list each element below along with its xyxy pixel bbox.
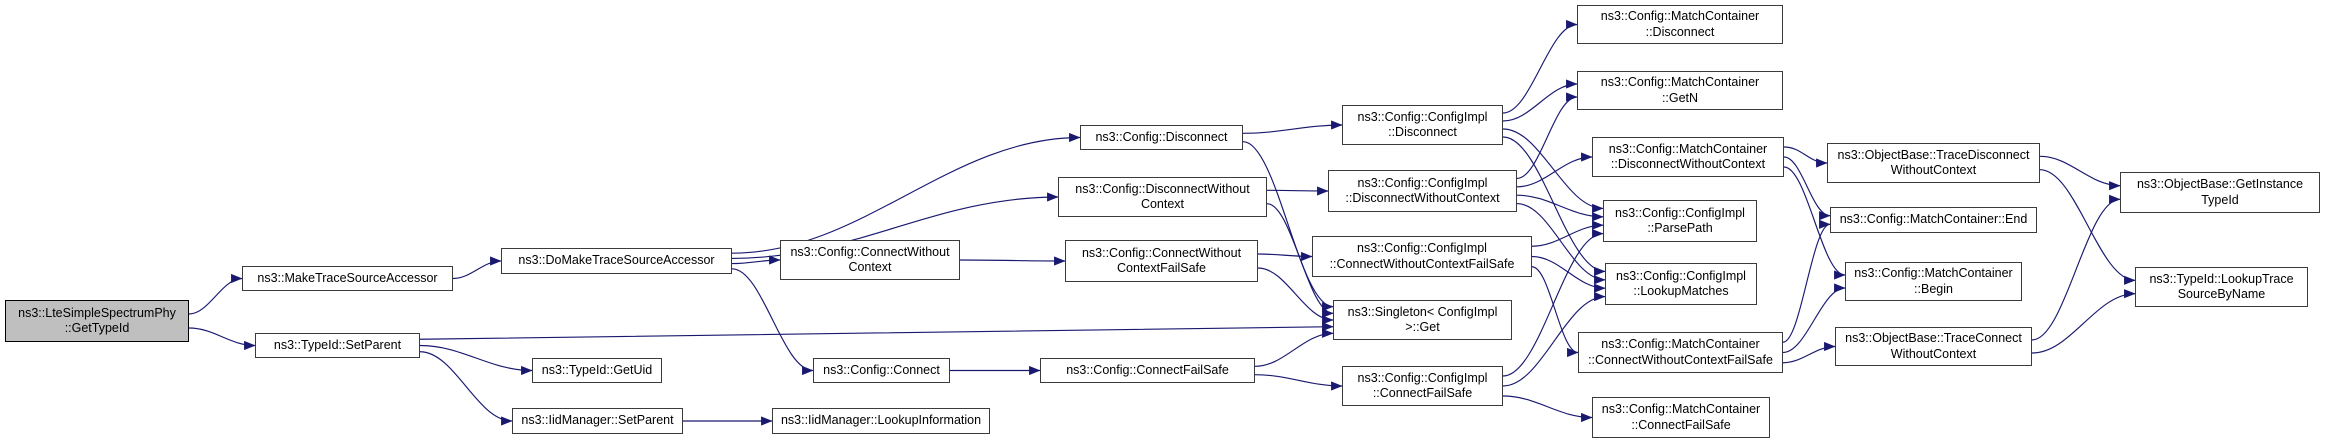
- edge-config-impl-connect-without-context-fail-safe--config-impl-parse-path: [1532, 225, 1603, 246]
- edge-object-base-trace-connect-without-context--object-base-get-instance-type-id: [2032, 199, 2120, 340]
- graph-node-label: ns3::Config::Disconnect: [1095, 129, 1228, 144]
- edge-config-connect-fail-safe--singleton-config-impl-get: [1255, 333, 1333, 366]
- graph-node-label: ::ConnectWithoutContextFailSafe: [1329, 256, 1515, 271]
- graph-node-label: ns3::Config::ConnectWithout: [1081, 245, 1242, 260]
- graph-node-label: ns3::TypeId::LookupTrace: [2149, 271, 2294, 286]
- graph-node-label: ::ConnectFailSafe: [1372, 386, 1473, 400]
- graph-node-label: ::Disconnect: [1645, 24, 1715, 39]
- graph-node-label: ns3::Config::ConfigImpl: [1615, 205, 1745, 220]
- edge-config-impl-connect-fail-safe--match-container-connect-fail-safe: [1503, 396, 1592, 418]
- graph-node-label: SourceByName: [2177, 287, 2266, 301]
- graph-node-config-connect-fail-safe[interactable]: [1040, 358, 1255, 383]
- edge-object-base-trace-connect-without-context--type-id-lookup-trace-source-by-name: [2032, 294, 2135, 353]
- graph-node-label: ns3::Config::MatchContainer::End: [1839, 212, 2028, 227]
- edge-do-make-trace-source-accessor--config-connect-without-context: [732, 260, 780, 264]
- graph-node-label: ns3::Config::MatchContainer: [1854, 266, 2013, 280]
- graph-node-iid-manager-set-parent[interactable]: [512, 408, 683, 434]
- graph-node-label: ns3::Singleton< ConfigImpl: [1347, 304, 1498, 319]
- graph-node-label: ::ParsePath: [1647, 221, 1713, 235]
- graph-node-label: ns3::DoMakeTraceSourceAccessor: [518, 253, 715, 268]
- graph-node-label: ContextFailSafe: [1117, 261, 1206, 275]
- graph-node-label: TypeId: [2201, 192, 2239, 207]
- graph-node-label: ns3::TypeId::SetParent: [273, 337, 402, 352]
- edge-config-disconnect-without-context--config-impl-disconnect-without-context: [1267, 190, 1328, 191]
- graph-node-label: ns3::Config::Connect: [823, 362, 940, 377]
- graph-node-label: ns3::TypeId::GetUid: [541, 362, 653, 377]
- edge-match-container-connect-without-context-fail-safe--object-base-trace-connect-without-context: [1783, 347, 1835, 363]
- graph-node-label: ns3::Config::DisconnectWithout: [1075, 181, 1250, 196]
- graph-node-label: ::Disconnect: [1388, 125, 1457, 139]
- graph-node-label: ns3::Config::ConfigImpl: [1357, 370, 1488, 385]
- graph-node-type-id-get-uid[interactable]: [532, 358, 662, 383]
- graph-node-config-impl-disconnect[interactable]: [1342, 105, 1503, 145]
- graph-node-label: ns3::MakeTraceSourceAccessor: [257, 270, 438, 285]
- graph-node-type-id-lookup-trace-source-by-name[interactable]: [2135, 267, 2308, 307]
- graph-node-match-container-disconnect-without-context[interactable]: [1592, 137, 1784, 177]
- graph-node-label: ns3::Config::MatchContainer: [1601, 337, 1760, 351]
- graph-node-label: ns3::Config::ConfigImpl: [1357, 241, 1487, 255]
- graph-node-config-impl-connect-without-context-fail-safe[interactable]: [1312, 236, 1532, 277]
- edge-type-id-set-parent--singleton-config-impl-get: [420, 327, 1333, 340]
- graph-node-label: ns3::ObjectBase::GetInstance: [2136, 177, 2304, 191]
- edge-match-container-disconnect-without-context--match-container-end: [1784, 157, 1830, 216]
- graph-node-label: ns3::Config::MatchContainer: [1608, 141, 1768, 156]
- graph-node-config-impl-parse-path[interactable]: [1603, 200, 1757, 242]
- edge-config-impl-disconnect--match-container-disconnect: [1503, 25, 1577, 114]
- edge-do-make-trace-source-accessor--config-connect: [732, 269, 813, 371]
- graph-node-label: >::Get: [1405, 320, 1440, 334]
- edge-config-impl-connect-without-context-fail-safe--config-impl-lookup-matches: [1532, 257, 1605, 289]
- graph-node-match-container-connect-fail-safe[interactable]: [1592, 397, 1770, 438]
- graph-node-label: ns3::Config::MatchContainer: [1601, 402, 1761, 416]
- graph-node-label: ns3::ObjectBase::TraceConnect: [1845, 331, 2022, 345]
- edge-lte-simple-spectrum-phy-get-type-id--type-id-set-parent: [189, 328, 255, 346]
- graph-node-label: ::ConnectFailSafe: [1631, 417, 1731, 432]
- graph-node-label: Context: [1140, 197, 1185, 211]
- edge-config-impl-disconnect-without-context--match-container-get-n: [1517, 97, 1577, 178]
- edge-type-id-set-parent--type-id-get-uid: [420, 346, 532, 371]
- graph-node-config-impl-lookup-matches[interactable]: [1605, 263, 1757, 305]
- graph-node-match-container-connect-without-context-fail-safe[interactable]: [1578, 332, 1783, 373]
- graph-node-config-connect[interactable]: [813, 358, 950, 383]
- edge-match-container-connect-without-context-fail-safe--match-container-end: [1783, 224, 1830, 342]
- graph-node-object-base-get-instance-type-id[interactable]: [2120, 172, 2320, 213]
- graph-node-make-trace-source-accessor[interactable]: [242, 266, 453, 291]
- graph-node-match-container-get-n[interactable]: [1577, 71, 1783, 110]
- graph-node-label: ns3::IidManager::SetParent: [521, 413, 674, 428]
- graph-node-config-impl-disconnect-without-context[interactable]: [1328, 170, 1517, 212]
- graph-node-config-connect-without-context[interactable]: [780, 240, 960, 280]
- graph-node-label: ::Begin: [1914, 281, 1953, 296]
- graph-node-config-impl-connect-fail-safe[interactable]: [1342, 366, 1503, 406]
- edge-config-impl-disconnect--config-impl-parse-path: [1503, 129, 1603, 208]
- graph-node-label: ns3::ObjectBase::TraceDisconnect: [1837, 147, 2030, 162]
- graph-node-label: ns3::LteSimpleSpectrumPhy: [18, 305, 176, 320]
- graph-node-label: WithoutContext: [1890, 163, 1977, 177]
- graph-node-label: ns3::IidManager::LookupInformation: [780, 413, 982, 428]
- graph-node-label: ::DisconnectWithoutContext: [1610, 157, 1766, 171]
- graph-node-lte-simple-spectrum-phy-get-type-id[interactable]: [5, 300, 189, 342]
- graph-node-match-container-disconnect[interactable]: [1577, 5, 1783, 44]
- graph-node-type-id-set-parent[interactable]: [255, 333, 420, 358]
- edge-lte-simple-spectrum-phy-get-type-id--make-trace-source-accessor: [189, 279, 242, 315]
- graph-node-label: ns3::Config::ConfigImpl: [1357, 109, 1488, 124]
- graph-node-match-container-begin[interactable]: [1845, 262, 2022, 301]
- graph-node-config-disconnect-without-context[interactable]: [1058, 177, 1267, 217]
- graph-node-label: ::ConnectWithoutContextFailSafe: [1588, 352, 1773, 367]
- edge-config-impl-disconnect--match-container-get-n: [1503, 84, 1577, 121]
- edge-type-id-set-parent--iid-manager-set-parent: [420, 352, 512, 421]
- edge-do-make-trace-source-accessor--config-disconnect: [732, 138, 1080, 254]
- graph-node-label: ::GetN: [1661, 90, 1699, 105]
- edge-config-impl-disconnect-without-context--config-impl-parse-path: [1517, 195, 1603, 217]
- graph-node-label: ::GetTypeId: [64, 321, 130, 335]
- graph-node-label: ns3::Config::MatchContainer: [1600, 9, 1760, 23]
- edge-config-disconnect--config-impl-disconnect: [1243, 125, 1342, 133]
- graph-node-config-disconnect[interactable]: [1080, 125, 1243, 150]
- graph-node-label: Context: [848, 260, 892, 274]
- graph-node-label: ::DisconnectWithoutContext: [1345, 191, 1500, 205]
- edge-config-connect-fail-safe--config-impl-connect-fail-safe: [1255, 375, 1342, 386]
- graph-node-label: ns3::Config::ConnectFailSafe: [1066, 362, 1229, 377]
- edge-object-base-trace-disconnect-without-context--object-base-get-instance-type-id: [2040, 156, 2120, 185]
- edge-match-container-disconnect-without-context--object-base-trace-disconnect-without-context: [1784, 147, 1827, 163]
- graph-node-label: ns3::Config::MatchContainer: [1600, 75, 1760, 89]
- graph-node-config-connect-without-context-fail-safe[interactable]: [1065, 240, 1258, 282]
- graph-node-match-container-end[interactable]: [1830, 207, 2037, 233]
- graph-node-label: ns3::Config::ConnectWithout: [790, 244, 950, 259]
- graph-node-label: ns3::Config::ConfigImpl: [1616, 268, 1746, 283]
- graph-node-label: ns3::Config::ConfigImpl: [1357, 175, 1488, 190]
- graph-node-object-base-trace-disconnect-without-context[interactable]: [1827, 143, 2040, 183]
- graph-node-singleton-config-impl-get[interactable]: [1333, 300, 1512, 340]
- graph-node-label: WithoutContext: [1890, 346, 1977, 361]
- graph-node-object-base-trace-connect-without-context[interactable]: [1835, 327, 2032, 366]
- graph-node-label: ::LookupMatches: [1633, 284, 1729, 298]
- graph-node-iid-manager-lookup-information[interactable]: [772, 408, 990, 434]
- graph-node-do-make-trace-source-accessor[interactable]: [501, 248, 732, 274]
- edge-config-connect-without-context--config-connect-without-context-fail-safe: [960, 260, 1065, 261]
- edge-config-connect-without-context-fail-safe--config-impl-connect-without-context-fail-safe: [1258, 254, 1312, 257]
- edge-make-trace-source-accessor--do-make-trace-source-accessor: [453, 261, 501, 279]
